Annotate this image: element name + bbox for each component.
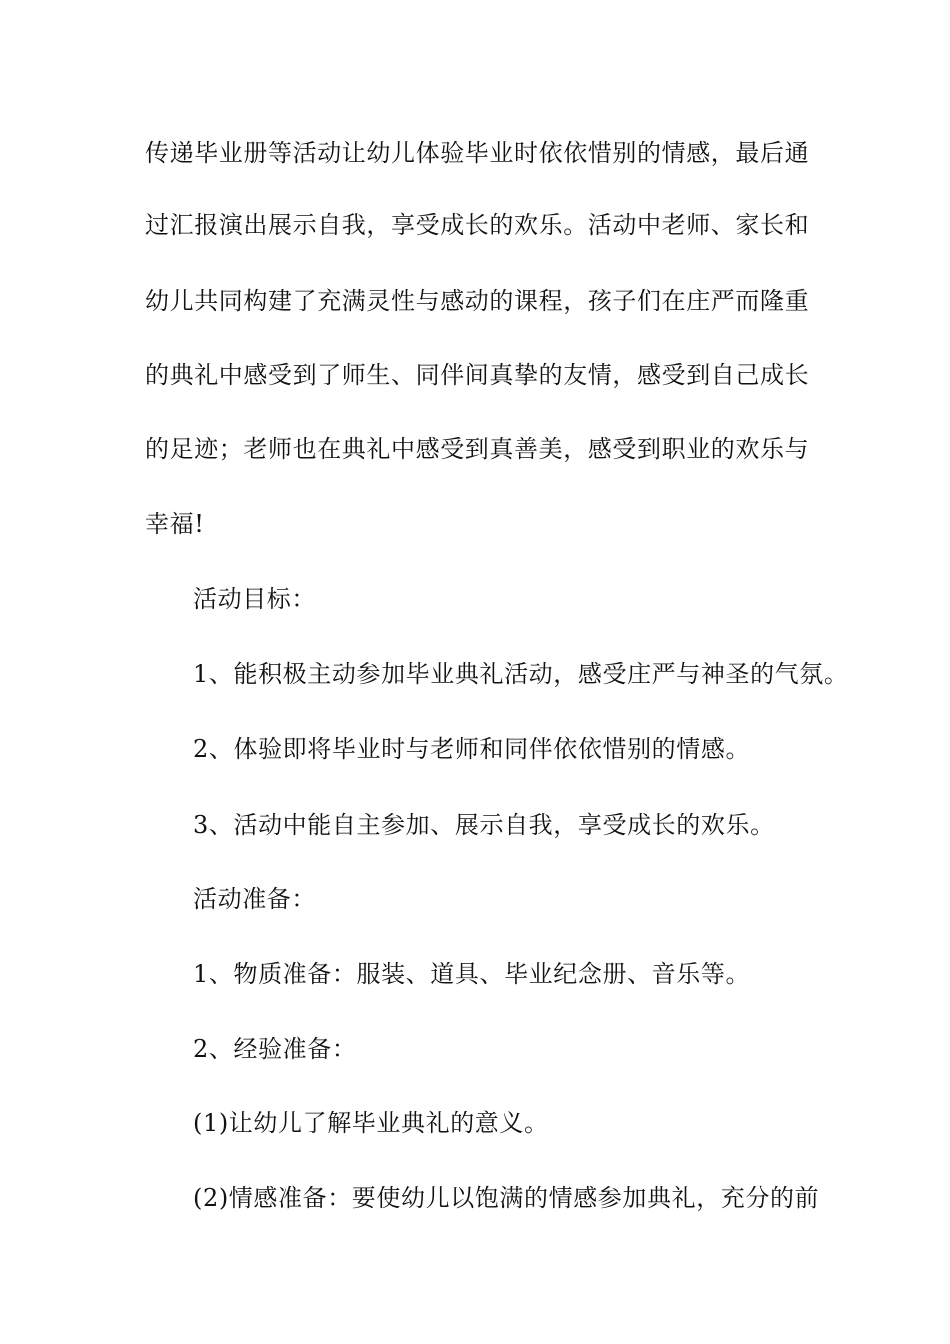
- paragraph-line-3: 幼儿共同构建了充满灵性与感动的课程，孩子们在庄严而隆重: [145, 287, 810, 315]
- goal-item-3: 3、活动中能自主参加、展示自我，享受成长的欢乐。: [193, 811, 775, 839]
- goal-item-1: 1、能积极主动参加毕业典礼活动，感受庄严与神圣的气氛。: [193, 660, 849, 688]
- preparation-item-2: 2、经验准备：: [193, 1035, 357, 1063]
- preparation-item-1: 1、物质准备：服装、道具、毕业纪念册、音乐等。: [193, 960, 751, 988]
- goal-item-2: 2、体验即将毕业时与老师和同伴依依惜别的情感。: [193, 735, 751, 763]
- section-heading-preparation: 活动准备：: [193, 885, 316, 913]
- paragraph-line-4: 的典礼中感受到了师生、同伴间真挚的友情，感受到自己成长: [145, 361, 810, 389]
- section-heading-goals: 活动目标：: [193, 585, 316, 613]
- preparation-subitem-2: (2)情感准备：要使幼儿以饱满的情感参加典礼，充分的前: [193, 1184, 820, 1212]
- paragraph-line-5: 的足迹；老师也在典礼中感受到真善美，感受到职业的欢乐与: [145, 435, 810, 463]
- paragraph-line-6: 幸福!: [145, 510, 205, 538]
- paragraph-line-1: 传递毕业册等活动让幼儿体验毕业时依依惜别的情感，最后通: [145, 139, 810, 167]
- paragraph-line-2: 过汇报演出展示自我，享受成长的欢乐。活动中老师、家长和: [145, 211, 810, 239]
- preparation-subitem-1: (1)让幼儿了解毕业典礼的意义。: [193, 1109, 549, 1137]
